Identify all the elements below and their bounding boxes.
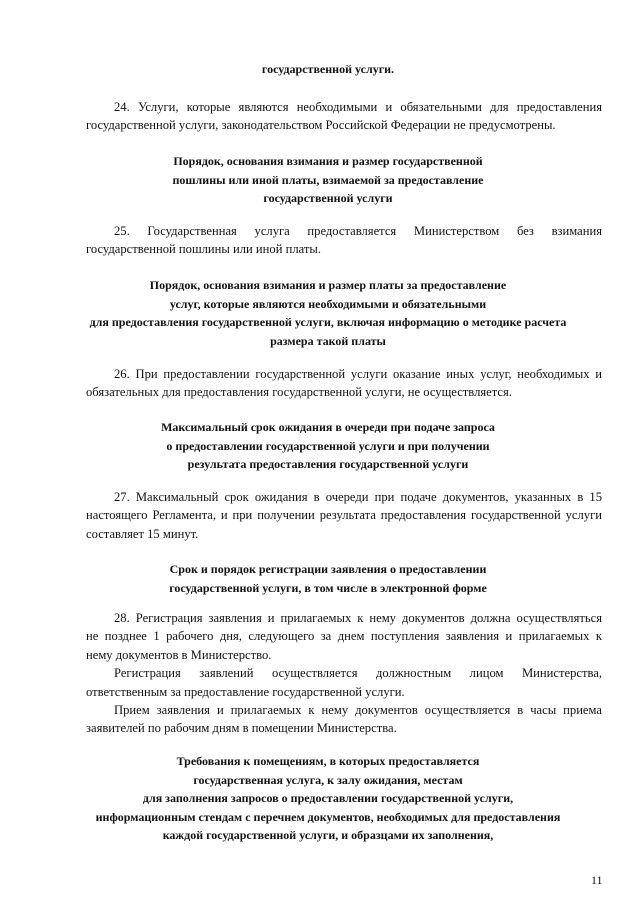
heading-line: Требования к помещениям, в которых предоставляется bbox=[176, 754, 480, 768]
paragraph-line: государственной пошлины или иной платы. bbox=[86, 242, 321, 257]
paragraph-line: ответственным за предоставление государственной услуги. bbox=[86, 684, 405, 699]
paragraph-line: 24. Услуги, которые являются необходимыми и обязательными для предоставления bbox=[114, 100, 602, 114]
paragraph-26 bbox=[86, 365, 602, 402]
paragraph-line: государственной услуги, законодательством Российской Федерации не предусмотрены. bbox=[86, 118, 556, 133]
heading-line: услуг, которые являются необходимыми и обязательными bbox=[169, 296, 487, 311]
paragraph-line: 28. Регистрация заявления и прилагаемых к нему документов должна осуществляться bbox=[114, 611, 602, 625]
section-heading-queue-time bbox=[60, 418, 596, 474]
paragraph-25 bbox=[86, 222, 602, 259]
paragraph-line: Прием заявления и прилагаемых к нему документов осуществляется в часы приема bbox=[114, 703, 602, 718]
paragraph-27 bbox=[86, 488, 602, 543]
section-heading-state-duty bbox=[60, 152, 596, 208]
page-number: 11 bbox=[591, 873, 603, 887]
heading-line: результата предоставления государственной услуги bbox=[187, 457, 469, 471]
heading-line: государственная услуга, к залу ожидания, местам bbox=[193, 772, 463, 787]
paragraph-line: 27. Максимальный срок ожидания в очереди при подаче документов, указанных в 15 bbox=[114, 490, 602, 504]
heading-line: каждой государственной услуги, и образцами их заполнения, bbox=[162, 828, 494, 842]
section-heading-fee-calculation bbox=[60, 276, 596, 350]
paragraph-line: 26. При предоставлении государственной услуги оказание иных услуг, необходимых и bbox=[114, 367, 602, 381]
paragraph-line: настоящего Регламента, и при получении результата предоставления государственной услуги bbox=[86, 508, 602, 523]
heading-line: Порядок, основания взимания и размер платы за предоставление bbox=[149, 278, 507, 292]
paragraph-line: не позднее 1 рабочего дня, следующего за днем поступления заявления и прилагаемых к bbox=[86, 629, 602, 644]
paragraph-line: 25. Государственная услуга предоставляется Министерством без взимания bbox=[114, 224, 602, 238]
paragraph-line: Регистрация заявлений осуществляется должностным лицом Министерства, bbox=[114, 666, 602, 681]
heading-line: для предоставления государственной услуги, включая информацию о методике расчета bbox=[89, 315, 567, 329]
heading-line: информационным стендам с перечнем документов, необходимых для предоставления bbox=[95, 809, 561, 824]
paragraph-line: нему документов в Министерство. bbox=[86, 647, 272, 662]
heading-line: пошлины или иной платы, взимаемой за предоставление bbox=[172, 172, 484, 187]
heading-line: государственной услуги bbox=[263, 191, 393, 205]
section-heading-continued bbox=[60, 60, 596, 79]
heading-line: для заполнения запросов о предоставлении государственной услуги, bbox=[142, 791, 514, 805]
heading-line: государственной услуги, в том числе в электронной форме bbox=[169, 580, 487, 595]
heading-line: Максимальный срок ожидания в очереди при подаче запроса bbox=[161, 420, 495, 434]
heading-line: Срок и порядок регистрации заявления о предоставлении bbox=[169, 562, 487, 576]
heading-line: государственной услуги. bbox=[261, 62, 395, 76]
heading-line: Порядок, основания взимания и размер государственной bbox=[173, 154, 483, 168]
paragraph-24 bbox=[86, 98, 602, 135]
section-heading-registration bbox=[60, 560, 596, 597]
heading-line: о предоставлении государственной услуги и при получении bbox=[166, 438, 490, 453]
paragraph-line: обязательных для предоставления государственной услуги, не осуществляется. bbox=[86, 385, 512, 400]
paragraph-line: заявителей по рабочим дням в помещении Министерства. bbox=[86, 721, 397, 736]
section-heading-premises bbox=[60, 752, 596, 845]
heading-line: размера такой платы bbox=[270, 333, 386, 348]
paragraph-line: составляет 15 минут. bbox=[86, 526, 199, 541]
paragraph-28 bbox=[86, 609, 602, 738]
